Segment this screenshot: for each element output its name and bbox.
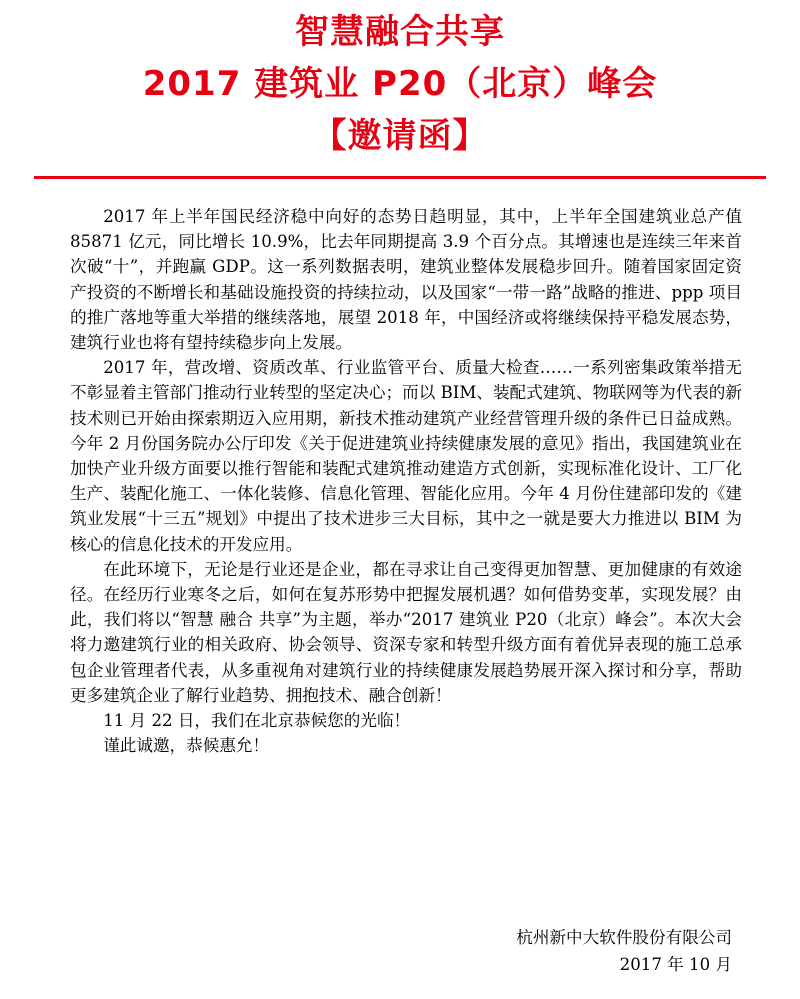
paragraph-economy: 2017 年上半年国民经济稳中向好的态势日趋明显，其中，上半年全国建筑业总产值 85871 亿元，同比增长 10.9%，比去年同期提高 3.9 个百分点。其增速也是连续三年来首次破“十”，并跑赢 GDP。这一系列数据表明，建筑业整体发展稳步回升。随着国家固定资产投资的不断增长和基础设施投资的持续拉动，以及国家“一带一路”战略的推进、ppp 项目的推广落地等重大举措的继续落地，展望 2018 年，中国经济或将继续保持平稳发展态势，建筑行业也将有望持续稳步向上发展。 — [70, 207, 742, 353]
main-title: 智慧融合共享 — [295, 12, 505, 52]
invitation-body — [70, 204, 742, 758]
paragraph-policy: 2017 年，营改增、资质改革、行业监管平台、质量大检查……一系列密集政策举措无不彰显着主管部门推动行业转型的坚定决心；而以 BIM、装配式建筑、物联网等为代表的新技术则已开始由探索期迈入应用期，新技术推动建筑产业经营管理升级的条件已日益成熟。今年 2 月份国务院办公厅印发《关于促进建筑业持续健康发展的意见》指出，我国建筑业在加快产业升级方面要以推行智能和装配式建筑推动建造方式创新，实现标准化设计、工厂化生产、装配化施工、一体化装修、信息化管理、智能化应用。今年 4 月份住建部印发的《建筑业发展“十三五”规划》中提出了技术进步三大目标，其中之一就是要大力推进以 BIM 为核心的信息化技术的开发应用。 — [70, 358, 742, 554]
header-divider — [34, 176, 766, 179]
paragraph-date: 11 月 22 日，我们在北京恭候您的光临！ — [103, 711, 411, 731]
invitation-header — [0, 0, 800, 162]
signature-block — [516, 924, 732, 978]
paragraph-summit: 在此环境下，无论是行业还是企业，都在寻求让自己变得更加智慧、更加健康的有效途径。在经历行业寒冬之后，如何在复苏形势中把握发展机遇？如何借势变革，实现发展？由此，我们将以“智慧 融合 共享”为主题，举办“2017 建筑业 P20（北京）峰会”。本次大会将力邀建筑行业的相关政府、协会领导、资深专家和转型升级方面有着优异表现的施工总承包企业管理者代表，从多重视角对建筑行业的持续健康发展趋势展开深入探讨和分享，帮助更多建筑企业了解行业趋势、拥抱技术、融合创新！ — [70, 559, 742, 705]
company-name: 杭州新中大软件股份有限公司 — [516, 928, 732, 947]
paragraph-closing: 谨此诚邀，恭候惠允！ — [103, 736, 270, 756]
letter-date: 2017 年 10 月 — [619, 955, 732, 974]
event-title: 2017 建筑业 P20（北京）峰会 — [142, 64, 658, 104]
invitation-label: 【邀请函】 — [312, 116, 488, 156]
